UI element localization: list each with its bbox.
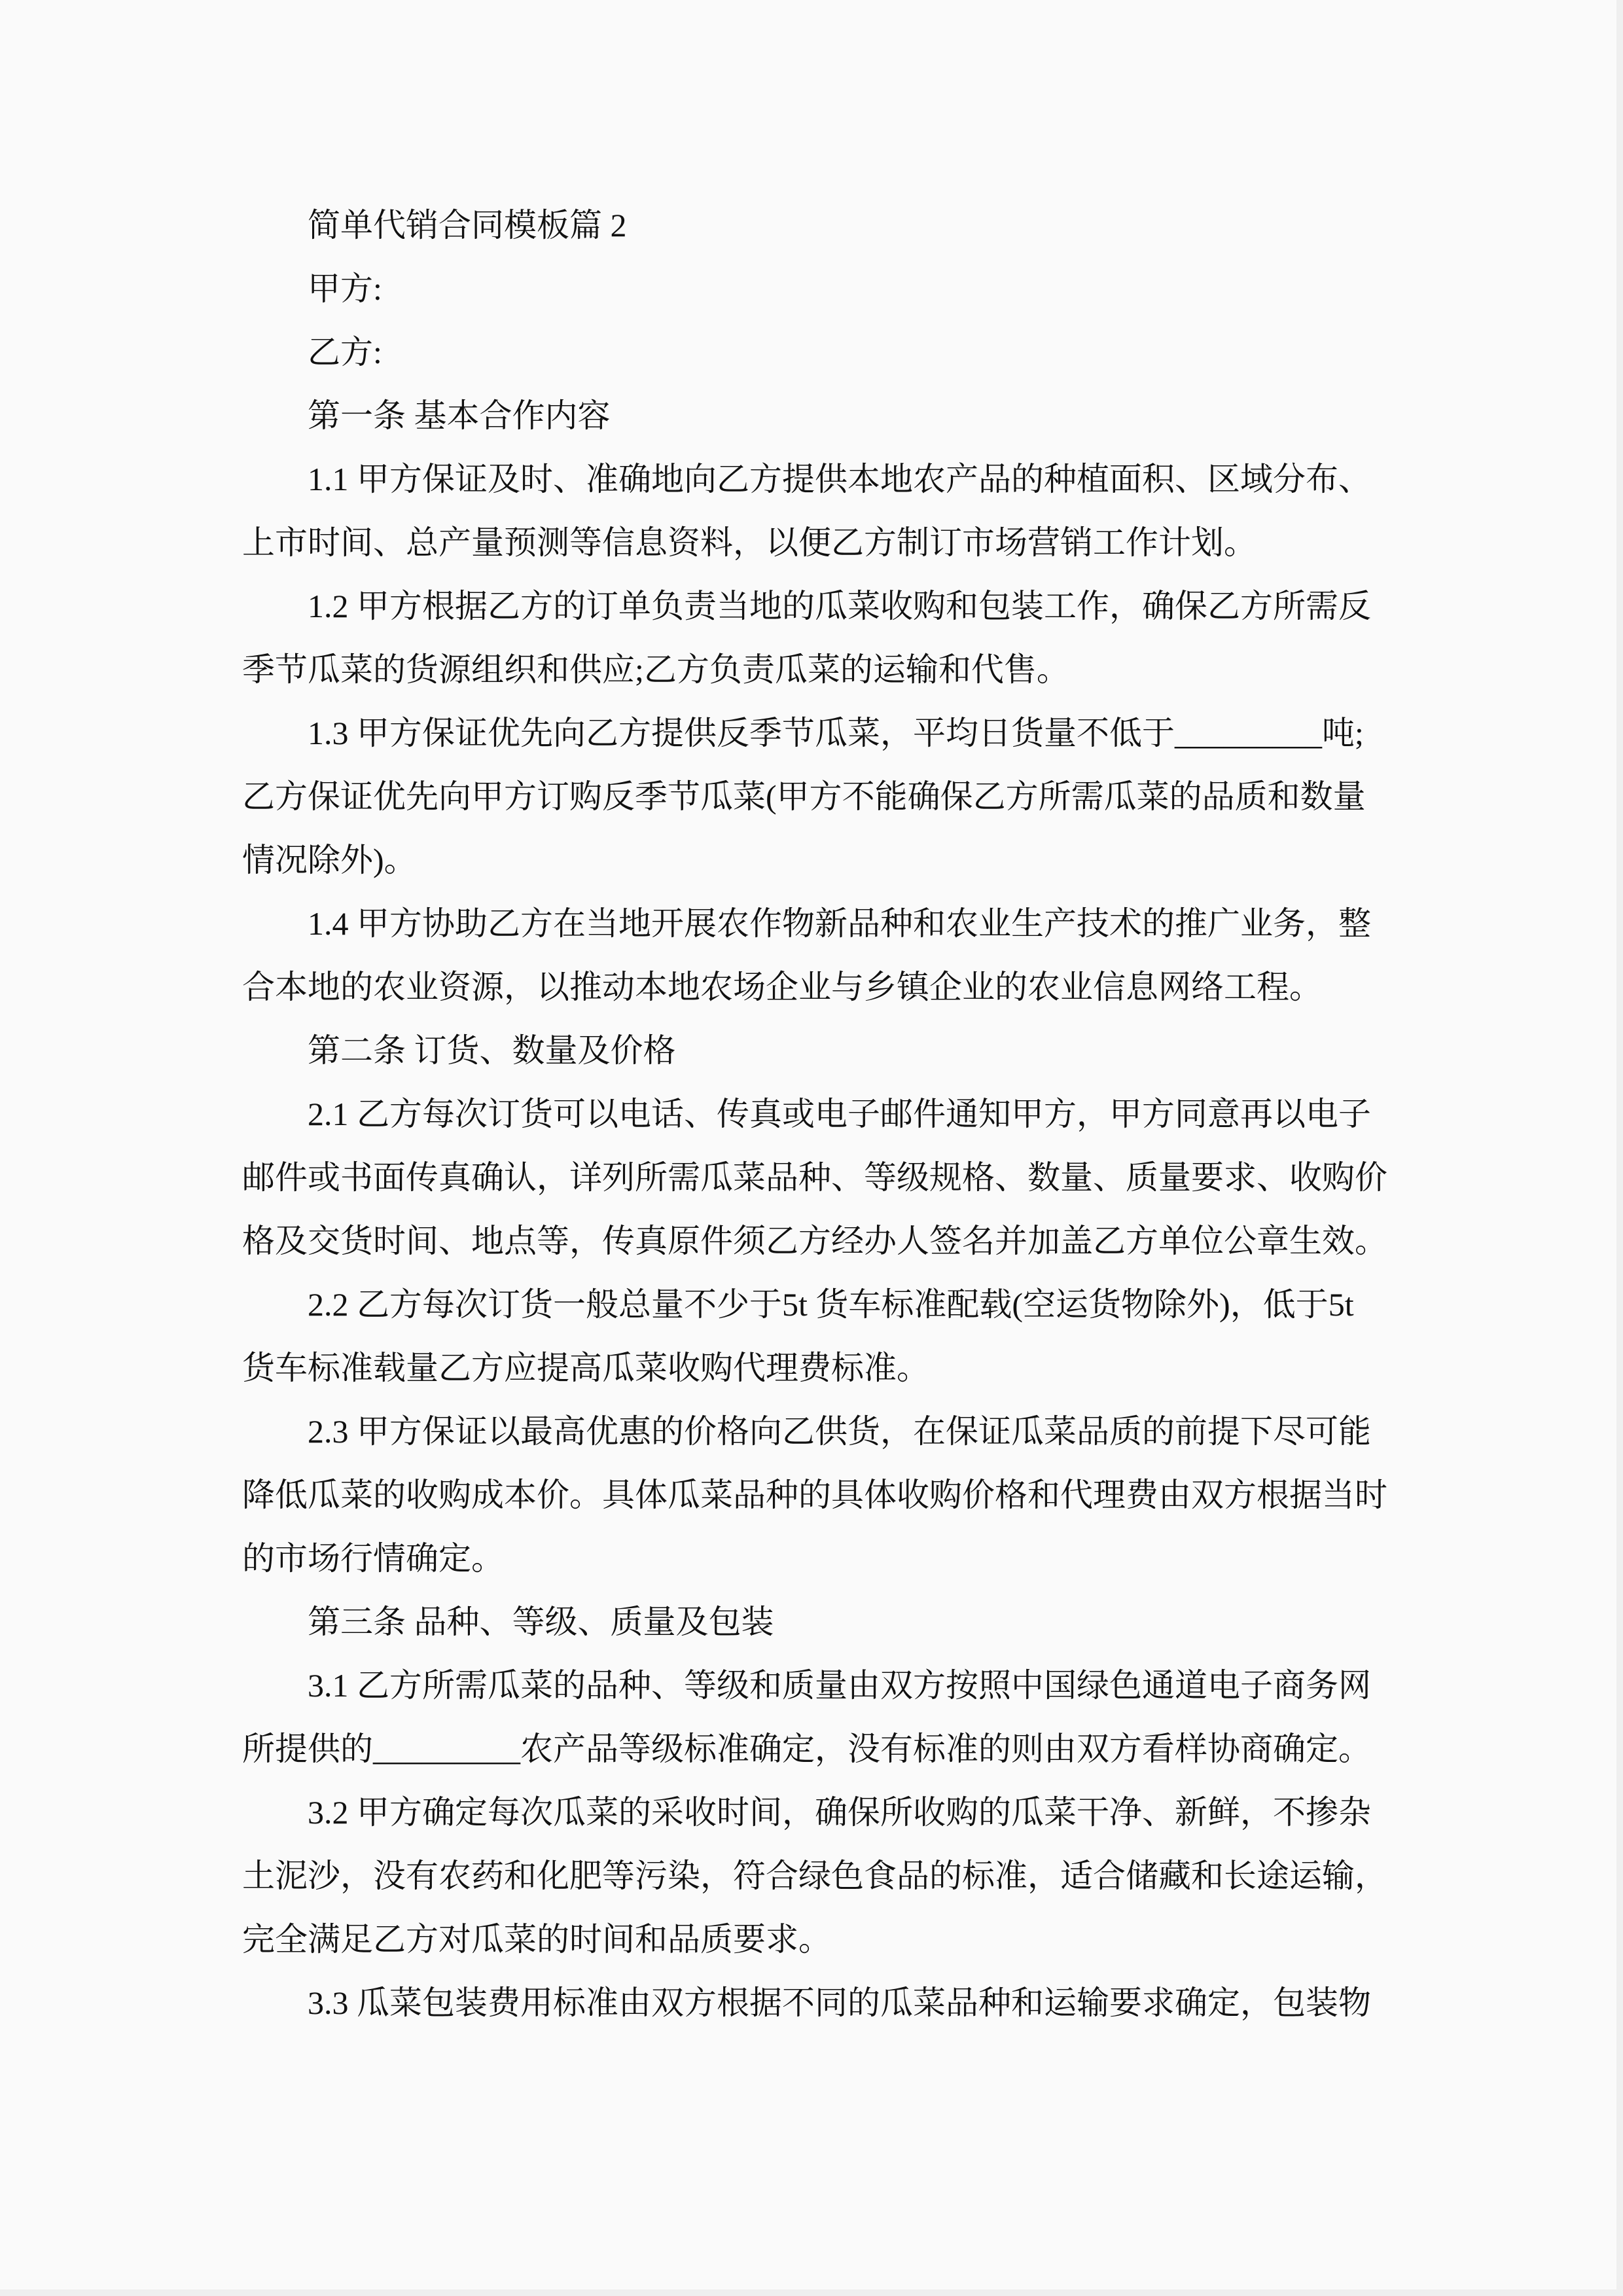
document-line: 2.2 乙方每次订货一般总量不少于5t 货车标准配载(空运货物除外)，低于5t bbox=[308, 1286, 1354, 1323]
document-line: 降低瓜菜的收购成本价。具体瓜菜品种的具体收购价格和代理费由双方根据当时 bbox=[242, 1477, 1387, 1513]
document-line: 完全满足乙方对瓜菜的时间和品质要求。 bbox=[242, 1921, 831, 1958]
document-line: 上市时间、总产量预测等信息资料，以便乙方制订市场营销工作计划。 bbox=[242, 524, 1257, 561]
document-line: 2.1 乙方每次订货可以电话、传真或电子邮件通知甲方，甲方同意再以电子 bbox=[308, 1096, 1371, 1132]
document-title: 简单代销合同模板篇 2 bbox=[308, 207, 627, 243]
section-heading: 第一条 基本合作内容 bbox=[308, 397, 611, 434]
document-line: 1.4 甲方协助乙方在当地开展农作物新品种和农业生产技术的推广业务，整 bbox=[308, 905, 1371, 942]
document-line: 2.3 甲方保证以最高优惠的价格向乙供货，在保证瓜菜品质的前提下尽可能 bbox=[308, 1413, 1371, 1450]
document-line: 3.3 瓜菜包装费用标准由双方根据不同的瓜菜品种和运输要求确定，包装物 bbox=[308, 1984, 1371, 2021]
document-line: 1.3 甲方保证优先向乙方提供反季节瓜菜，平均日货量不低于_________吨; bbox=[308, 715, 1364, 751]
document-line: 货车标准载量乙方应提高瓜菜收购代理费标准。 bbox=[242, 1350, 929, 1386]
document-line: 3.1 乙方所需瓜菜的品种、等级和质量由双方按照中国绿色通道电子商务网 bbox=[308, 1667, 1371, 1704]
document-line: 甲方: bbox=[308, 270, 382, 307]
section-heading: 第二条 订货、数量及价格 bbox=[308, 1032, 676, 1069]
document-line: 季节瓜菜的货源组织和供应;乙方负责瓜菜的运输和代售。 bbox=[242, 651, 1069, 688]
document-line: 的市场行情确定。 bbox=[242, 1540, 504, 1577]
document-line: 1.1 甲方保证及时、准确地向乙方提供本地农产品的种植面积、区域分布、 bbox=[308, 461, 1371, 497]
document-line: 乙方: bbox=[308, 334, 382, 370]
document-line: 3.2 甲方确定每次瓜菜的采收时间，确保所收购的瓜菜干净、新鲜，不掺杂 bbox=[308, 1794, 1371, 1831]
section-heading: 第三条 品种、等级、质量及包装 bbox=[308, 1604, 774, 1640]
document-line: 所提供的_________农产品等级标准确定，没有标准的则由双方看样协商确定。 bbox=[242, 1731, 1371, 1767]
document-line: 1.2 甲方根据乙方的订单负责当地的瓜菜收购和包装工作，确保乙方所需反 bbox=[308, 588, 1371, 624]
contract-body bbox=[242, 194, 1420, 2035]
document-line: 乙方保证优先向甲方订购反季节瓜菜(甲方不能确保乙方所需瓜菜的品质和数量 bbox=[242, 778, 1366, 815]
document-line: 合本地的农业资源，以推动本地农场企业与乡镇企业的农业信息网络工程。 bbox=[242, 969, 1322, 1005]
document-line: 土泥沙，没有农药和化肥等污染，符合绿色食品的标准，适合储藏和长途运输， bbox=[242, 1857, 1387, 1894]
document-line: 情况除外)。 bbox=[242, 842, 417, 878]
document-line: 邮件或书面传真确认，详列所需瓜菜品种、等级规格、数量、质量要求、收购价 bbox=[242, 1159, 1387, 1196]
document-line: 格及交货时间、地点等，传真原件须乙方经办人签名并加盖乙方单位公章生效。 bbox=[242, 1223, 1387, 1259]
